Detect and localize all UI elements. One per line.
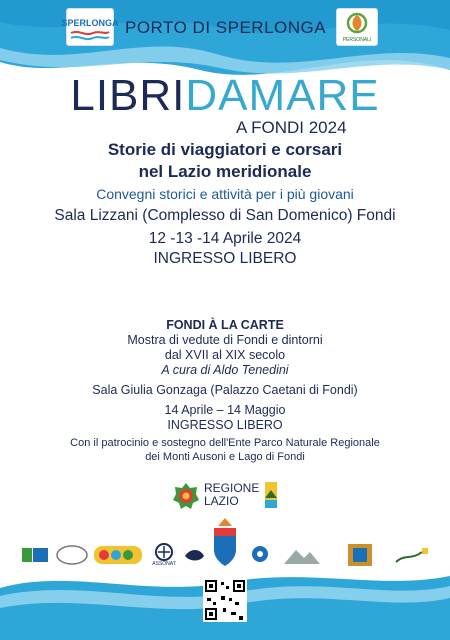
- exhibition-curator: A cura di Aldo Tenedini: [161, 363, 289, 377]
- event-subtitle-line2: nel Lazio meridionale: [138, 162, 312, 181]
- sperlonga-logo: [61, 8, 119, 46]
- regione-lazio-logo: [172, 480, 282, 516]
- patronage-line2: dei Monti Ausoni e Lago di Fondi: [145, 451, 305, 463]
- regione-line1: REGIONE: [204, 481, 260, 495]
- sponsor-logo-square: [346, 542, 374, 568]
- event-description: Convegni storici e attività per i più giovani: [96, 186, 354, 202]
- exhibition-line2: dal XVII al XIX secolo: [164, 348, 286, 362]
- event-place-year: A FONDI 2024: [236, 118, 347, 137]
- parco-logo-icon: [264, 482, 278, 508]
- title-part-damare: DAMARE: [185, 71, 380, 120]
- event-subtitle-line1: Storie di viaggiatori e corsari: [107, 140, 343, 159]
- svg-text:PERSONALI: PERSONALI: [342, 37, 372, 43]
- exhibition-line1: Mostra di vedute di Fondi e dintorni: [127, 333, 323, 347]
- event-title: [0, 71, 450, 120]
- partner-logo: [336, 8, 378, 46]
- sponsor-logo-1: [20, 542, 50, 568]
- event-entry: INGRESSO LIBERO: [153, 250, 297, 267]
- sponsor-logo-fish: [182, 542, 208, 568]
- qr-code[interactable]: [203, 578, 247, 622]
- assonat-logo: [150, 542, 178, 568]
- sponsor-logo-3: [94, 542, 142, 568]
- exhibition-dates: 14 Aprile – 14 Maggio: [164, 403, 286, 417]
- event-venue: Sala Lizzani (Complesso di San Domenico) Fondi: [54, 207, 396, 224]
- patronage-line1: Con il patrocinio e sostegno dell'Ente Parco Naturale Regionale: [70, 437, 380, 449]
- exhibition-venue: Sala Giulia Gonzaga (Palazzo Caetani di Fondi): [92, 383, 358, 397]
- sponsor-logo-last: [392, 542, 432, 568]
- regione-emblem-icon: [172, 482, 200, 510]
- event-dates: 12 -13 -14 Aprile 2024: [148, 230, 302, 247]
- org-name: PORTO DI SPERLONGA: [125, 18, 327, 37]
- exhibition-heading: FONDI À LA CARTE: [166, 318, 284, 332]
- svg-text:SPERLONGA: SPERLONGA: [61, 18, 119, 28]
- sponsor-logo-2: [56, 542, 88, 568]
- exhibition-entry: INGRESSO LIBERO: [167, 418, 283, 432]
- title-part-libri: LIBRI: [70, 71, 186, 120]
- coat-of-arms-icon: [210, 516, 240, 568]
- sponsor-logo-landscape: [282, 542, 322, 568]
- regione-line2: LAZIO: [204, 494, 239, 508]
- assonat-label: ASSONAT: [152, 561, 176, 567]
- sponsor-logo-eye: [250, 542, 270, 568]
